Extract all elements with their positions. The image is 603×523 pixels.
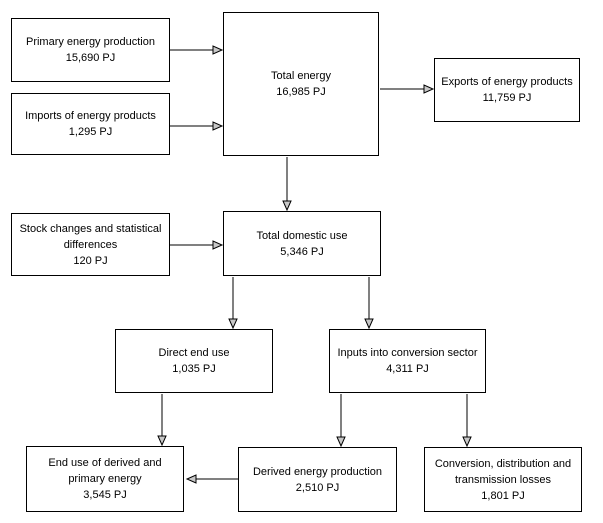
node-direct-end-use (115, 329, 273, 393)
node-label: Exports of energy products (441, 76, 573, 88)
arrow-direct-end-use-to-end-use (158, 394, 166, 445)
node-derived-energy-production (238, 447, 397, 512)
arrow-total-energy-to-domestic-use (283, 157, 291, 210)
node-total-domestic-use (223, 211, 381, 276)
node-value: 11,759 PJ (482, 92, 532, 104)
node-label: differences (63, 238, 118, 251)
node-label: Imports of energy products (25, 110, 156, 122)
node-value: 5,346 PJ (280, 245, 324, 258)
node-label: Direct end use (158, 347, 230, 359)
arrow-inputs-conversion-to-losses (463, 394, 471, 446)
node-label: End use of derived and (48, 457, 162, 469)
node-value: 1,035 PJ (172, 363, 216, 375)
node-label: primary energy (68, 473, 142, 485)
node-label: Conversion, distribution and (434, 457, 572, 470)
node-stock-changes-statistical-differences (11, 213, 170, 276)
arrow-total-energy-to-exports (380, 85, 433, 93)
node-value: 1,295 PJ (68, 126, 113, 138)
arrow-inputs-conversion-to-derived-production (337, 394, 345, 446)
node-value: 4,311 PJ (386, 363, 429, 375)
arrow-primary-to-total-energy (170, 46, 222, 54)
node-label: Stock changes and statistical (19, 222, 162, 235)
node-value: 2,510 PJ (295, 481, 340, 494)
node-label: Total domestic use (256, 229, 348, 242)
arrow-derived-production-to-end-use (187, 475, 238, 483)
arrow-stock-changes-to-domestic-use (170, 241, 222, 249)
node-label: Derived energy production (252, 465, 383, 478)
node-label: Inputs into conversion sector (337, 347, 478, 359)
node-label: Primary energy production (25, 36, 155, 48)
arrow-domestic-use-to-direct-end-use (229, 277, 237, 328)
node-exports-of-energy-products (434, 58, 580, 122)
node-conversion-distribution-transmission-losses (424, 447, 582, 512)
node-total-energy (223, 12, 379, 156)
node-inputs-into-conversion-sector (329, 329, 486, 393)
arrow-domestic-use-to-inputs-conversion (365, 277, 373, 328)
node-label: Total energy (271, 70, 331, 82)
node-value: 120 PJ (73, 254, 108, 267)
node-value: 15,690 PJ (65, 52, 116, 64)
node-value: 1,801 PJ (481, 489, 525, 502)
node-imports-of-energy-products (11, 93, 170, 155)
node-primary-energy-production (11, 18, 170, 82)
node-end-use-of-derived-and-primary-energy (26, 446, 184, 512)
node-value: 3,545 PJ (83, 489, 127, 501)
node-label: transmission losses (455, 473, 551, 486)
node-value: 16,985 PJ (276, 86, 326, 98)
arrow-imports-to-total-energy (170, 122, 222, 130)
